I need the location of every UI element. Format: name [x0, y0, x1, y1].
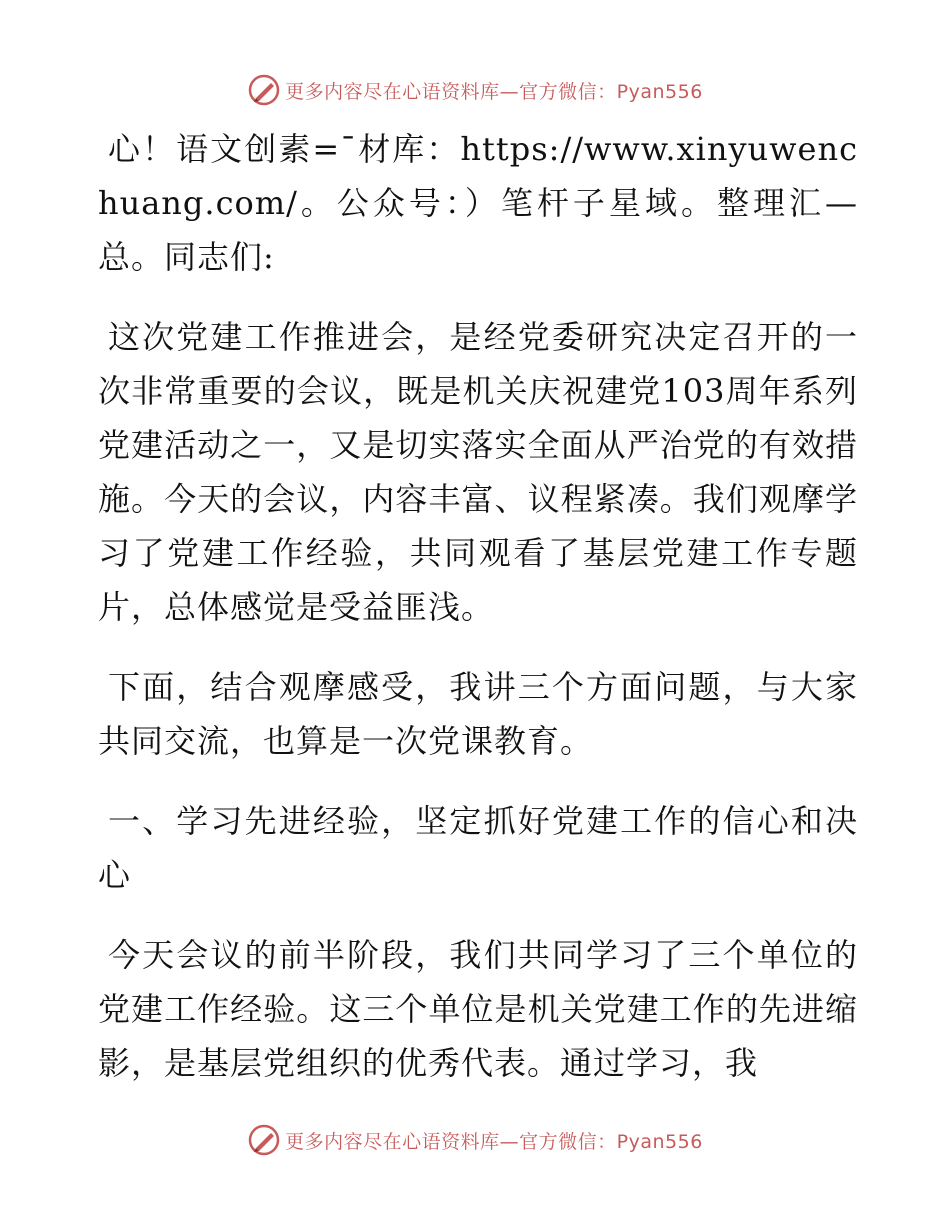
- watermark-text: 更多内容尽在心语资料库—官方微信：Pyan556: [285, 80, 703, 103]
- pen-logo-icon: [247, 1123, 281, 1157]
- document-body: [98, 122, 858, 1116]
- paragraph-intro: 这次党建工作推进会，是经党委研究决定召开的一次非常重要的会议，既是机关庆祝建党103周年系列党建活动之一，又是切实落实全面从严治党的有效措施。今天的会议，内容丰富、议程紧凑。我们观摩学习了党建工作经验，共同观看了基层党建工作专题片，总体感觉是受益匪浅。: [98, 318, 858, 626]
- watermark-text: 更多内容尽在心语资料库—官方微信：Pyan556: [285, 1130, 703, 1153]
- paragraph-section-1: 今天会议的前半阶段，我们共同学习了三个单位的党建工作经验。这三个单位是机关党建工作的先进缩影，是基层党组织的优秀代表。通过学习，我: [98, 936, 858, 1082]
- footer-watermark: [0, 1120, 950, 1160]
- section-heading-1: 一、学习先进经验，坚定抓好党建工作的信心和决心: [98, 802, 858, 894]
- header-watermark: [0, 70, 950, 110]
- pen-logo-icon: [247, 73, 281, 107]
- paragraph-outline: 下面，结合观摩感受，我讲三个方面问题，与大家共同交流，也算是一次党课教育。: [98, 668, 858, 760]
- paragraph-source-note: 心！语文创素=¯材库：https://www.xinyuwenchuang.com/。公众号：）笔杆子星域。整理汇—总。同志们:: [98, 130, 858, 276]
